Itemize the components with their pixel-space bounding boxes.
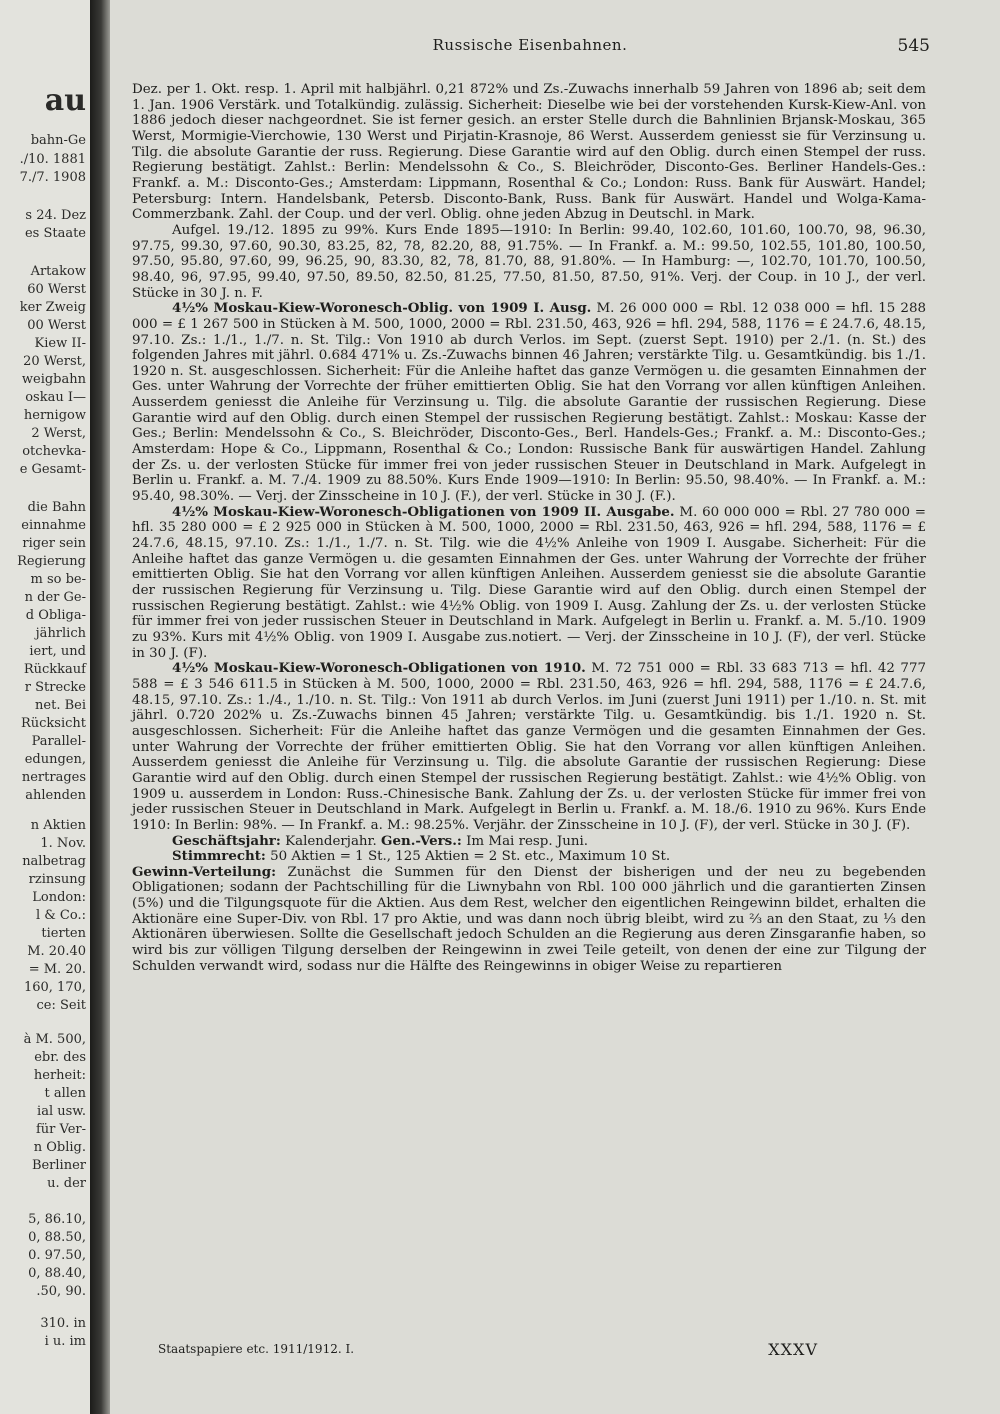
- page-footer: [158, 1340, 818, 1360]
- paragraph-text: M. 72 751 000 = Rbl. 33 683 713 = hfl. 42 777 588 = £ 3 546 611.5 in Stücken à M. 500, 1000, 2000 = Rbl. 231.50, 463, 926 = hfl. 294, 588, 1176 = £ 24.7.6, 48.15, 97.10. Zs.: 1./4., 1./10. n. St. Tilg.: Von 1911 ab durch Verlos. im Juni (zuerst Juni 1911) per 1./10. n. St. mit jährl. 0.720 202% u. Zs.-Zuwachs binnen 45 Jahren; verstärkte Tilg. u. Gesamtkündig. bis 1./1. 1920 n. St. ausgeschlossen. Sicherheit: Für die Anleihe haftet das ganze Vermögen und die gesamten Einnahmen der Ges. unter Wahrung der Vorrechte der früher emittierten Oblig. Sie hat den Vorrang vor allen künftigen Anleihen. Ausserdem geniesst die Anleihe für Verzinsung u. Tilg. die absolute Garantie der russischen Regierung: Diese Garantie wird auf den Oblig. durch einen Stempel der russischen Regierung bestätigt. Zahlst.: wie 4½% Oblig. von 1909 u. ausserdem in London: Russ.-Chinesische Bank. Zahlung der Zs. u. der verlosten Stücke für immer frei von jeder russischen Steuer in Deutschland in Mark. Aufgelegt in Berlin u. Frankf. a. M. 18./6. 1910 zu 96%. Kurs Ende 1910: In Berlin: 98%. — In Frankf. a. M.: 98.25%. Verjähr. der Zinsscheine in 10 J. (F), der verl. Stücke in 30 J. (F).: [132, 661, 926, 833]
- fact-label: Geschäftsjahr:: [172, 832, 281, 849]
- section-title: 4½% Moskau-Kiew-Woronesch-Obligationen von 1909 II. Ausgabe.: [172, 503, 675, 520]
- section-title: 4½% Moskau-Kiew-Woronesch-Obligationen von 1910.: [172, 660, 586, 677]
- fact-value: Kalenderjahr.: [285, 833, 377, 849]
- previous-page-fragment: au: [44, 83, 86, 118]
- previous-page-fragment: riger sein: [22, 536, 86, 551]
- previous-page-fragment: à M. 500,: [23, 1032, 86, 1047]
- fact-value: 50 Aktien = 1 St., 125 Aktien = 2 St. etc., Maximum 10 St.: [270, 849, 671, 865]
- previous-page-fragment: ahlenden: [25, 788, 86, 803]
- paragraph-bond-1909-i: [132, 301, 926, 505]
- previous-page-fragment: 310. in: [40, 1316, 86, 1331]
- previous-page-fragment: r Strecke: [24, 680, 86, 695]
- previous-page-fragment: n Aktien: [30, 818, 86, 833]
- previous-page-fragment: 0, 88.40,: [28, 1266, 86, 1281]
- previous-page-fragment: .50, 90.: [36, 1284, 86, 1299]
- fact-line-stimmrecht: [132, 849, 926, 865]
- previous-page-fragment: d Obliga-: [25, 608, 86, 623]
- previous-page-fragment: edungen,: [24, 752, 86, 767]
- footer-signature: Staatspapiere etc. 1911/1912. I.: [158, 1342, 355, 1356]
- previous-page-fragment: bahn-Ge: [30, 133, 86, 148]
- running-title: Russische Eisenbahnen.: [432, 36, 628, 54]
- previous-page-fragment: ebr. des: [34, 1050, 86, 1065]
- previous-page-fragment: Kiew II-: [34, 336, 86, 351]
- previous-page-fragment: nertrages: [21, 770, 86, 785]
- previous-page-fragment: einnahme: [21, 518, 86, 533]
- previous-page-fragment: 160, 170,: [23, 980, 86, 995]
- previous-page-fragment: 1. Nov.: [40, 836, 86, 851]
- previous-page-fragment: u. der: [47, 1176, 86, 1191]
- paragraph-text: M. 60 000 000 = Rbl. 27 780 000 = hfl. 35 280 000 = £ 2 925 000 in Stücken à M. 500, 1000, 2000 = Rbl. 231.50, 463, 926 = hfl. 294, 588, 1176 = £ 24.7.6, 48.15, 97.10. Zs.: 1./1., 1./7. n. St. Tilg. wie die 4½% Anleihe von 1909 I. Ausgabe. Sicherheit: Für die Anleihe haftet das ganze Vermögen u. die gesamten Einnahmen der Ges. unter Wahrung der Vorrechte der früher emittierten Oblig. Sie hat den Vorrang vor allen künftigen Anleihen. Ausserdem geniesst sie die absolute Garantie der russischen Regierung für Verzinsung u. Tilg. Diese Garantie wird auf den Oblig. durch einen Stempel der russischen Regierung bestätigt. Zahlst.: wie 4½% Oblig. von 1909 I. Ausg. Zahlung der Zs. u. der verlosten Stücke für immer frei von jeder russischen Steuer in Deutschland in Mark. Aufgelegt in Berlin u. Frankf. a. M. 5./10. 1909 zu 93%. Kurs mit 4½% Oblig. von 1909 I. Ausgabe zus.notiert. — Verj. der Zinsscheine in 10 J. (F), der verl. Stücke in 30 J. (F).: [132, 504, 926, 661]
- previous-page-fragment: 00 Werst: [27, 318, 86, 333]
- previous-page-fragment: Berliner: [31, 1158, 86, 1173]
- previous-page-fragment: rzinsung: [28, 872, 86, 887]
- previous-page-fragment: ker Zweig: [19, 300, 86, 315]
- previous-page-fragment: Artakow: [30, 264, 86, 279]
- previous-page-fragment: jährlich: [35, 626, 86, 641]
- previous-page-fragment: Parallel-: [31, 734, 86, 749]
- section-title: 4½% Moskau-Kiew-Woronesch-Oblig. von 1909 I. Ausg.: [172, 300, 592, 317]
- sheet-number: XXXV: [768, 1340, 818, 1359]
- previous-page-fragment: l & Co.:: [35, 908, 86, 923]
- paragraph-text: Dez. per 1. Okt. resp. 1. April mit halbjährl. 0,21 872% und Zs.-Zuwachs innerhalb 59 Jahren von 1896 ab; seit dem 1. Jan. 1906 Verstärk. und Totalkündig. zulässig. Sicherheit: Dieselbe wie bei der vorstehenden Kursk-Kiew-Anl. von 1886 jedoch dieser nachgeordnet. Sie ist ferner gesich. an erster Stelle durch die Bahnlinien Brjansk-Moskau, 365 Werst, Mormigie-Vierchowie, 130 Werst und Pirjatin-Krasnoje, 86 Werst. Ausserdem geniesst sie für Verzinsung u. Tilg. die absolute Garantie der russ. Regierung. Diese Garantie wird auf den Oblig. durch einen Stempel der russ. Regierung bestätigt. Zahlst.: Berlin: Mendelssohn & Co., S. Bleichröder, Disconto-Ges. Berliner Handels-Ges.: Frankf. a. M.: Disconto-Ges.; Amsterdam: Lippmann, Rosenthal & Co.; London: Russ. Bank für Auswärt. Handel; Petersburg: Intern. Handelsbank, Petersb. Disconto-Bank, Russ. Bank für Auswärt. Handel und Wolga-Kama-Commerzbank. Zahl. der Coup. und der verl. Oblig. ohne jeden Abzug in Deutschl. in Mark.: [132, 82, 926, 223]
- previous-page-fragment: i u. im: [44, 1334, 86, 1349]
- previous-page-fragment: otchevka-: [22, 444, 86, 459]
- section-label: Gewinn-Verteilung:: [132, 863, 277, 880]
- previous-page-fragment: für Ver-: [35, 1122, 86, 1137]
- page-header: [130, 36, 930, 60]
- fact-label: Stimmrecht:: [172, 848, 266, 865]
- binding-gutter: [90, 0, 110, 1414]
- previous-page-fragment: weigbahn: [21, 372, 86, 387]
- fact-value: Im Mai resp. Juni.: [466, 833, 589, 849]
- previous-page-fragment: s 24. Dez: [25, 208, 86, 223]
- previous-page-strip: [0, 0, 90, 1414]
- previous-page-fragment: ial usw.: [37, 1104, 86, 1119]
- previous-page-fragment: 5, 86.10,: [28, 1212, 86, 1227]
- previous-page-fragment: Rücksicht: [20, 716, 86, 731]
- previous-page-fragment: ./10. 1881: [19, 152, 86, 167]
- previous-page-fragment: hernigow: [23, 408, 86, 423]
- main-text: [132, 82, 926, 974]
- previous-page-fragment: iert, und: [29, 644, 86, 659]
- paragraph-text: Aufgel. 19./12. 1895 zu 99%. Kurs Ende 1895—1910: In Berlin: 99.40, 102.60, 101.60, 100.70, 98, 96.30, 97.75, 99.30, 97.60, 90.30, 83.25, 82, 78, 82.20, 88, 91.75%. — In Frankf. a. M.: 99.50, 102.55, 101.80, 100.50, 97.50, 95.80, 97.60, 99, 96.25, 90, 83.30, 82, 78, 81.70, 88, 91.80%. — In Hamburg: —, 102.70, 101.70, 100.50, 98.40, 96, 97.95, 99.40, 97.50, 89.50, 82.50, 81.25, 77.50, 81.50, 87.50, 91%. Verj. der Coup. in 10 J., der verl. Stücke in 30 J. n. F.: [132, 222, 926, 301]
- previous-page-fragment: = M. 20.: [28, 962, 86, 977]
- fact-label: Gen.-Vers.:: [381, 832, 462, 849]
- paragraph-quotations: [132, 223, 926, 301]
- page-number: 545: [897, 36, 930, 56]
- previous-page-fragment: net. Bei: [35, 698, 86, 713]
- fact-line-geschaeftsjahr: [132, 834, 926, 850]
- previous-page-fragment: t allen: [44, 1086, 86, 1101]
- previous-page-fragment: nalbetrag: [22, 854, 86, 869]
- previous-page-fragment: m so be-: [30, 572, 86, 587]
- previous-page-fragment: 0. 97.50,: [28, 1248, 86, 1263]
- previous-page-fragment: tierten: [41, 926, 86, 941]
- previous-page-fragment: Regierung: [17, 554, 86, 569]
- previous-page-fragment: es Staate: [24, 226, 86, 241]
- previous-page-fragment: Rückkauf: [23, 662, 86, 677]
- previous-page-fragment: 7./7. 1908: [19, 170, 86, 185]
- previous-page-fragment: oskau I—: [25, 390, 86, 405]
- previous-page-fragment: n Oblig.: [33, 1140, 86, 1155]
- paragraph-bond-1909-ii: [132, 505, 926, 662]
- previous-page-fragment: herheit:: [33, 1068, 86, 1083]
- previous-page-fragment: 2 Werst,: [31, 426, 86, 441]
- paragraph-text: Zunächst die Summen für den Dienst der bisherigen und der neu zu begebenden Obligationen; sodann der Pachtschilling für die Liwnybahn von Rbl. 100 000 jährlich und die garantierten Zinsen (5%) und die Tilgungsquote für die Aktien. Aus dem Rest, welcher den eigentlichen Reingewinn bildet, erhalten die Aktionäre eine Super-Div. von Rbl. 17 pro Aktie, und was dann noch übrig bleibt, wird zu ⅔ an den Staat, zu ⅓ den Aktionären überwiesen. Sollte die Gesellschaft jedoch Schulden an die Regierung aus deren Zinsgaranfie haben, so wird bis zur völligen Tilgung derselben der Reingewinn in zwei Teile geteilt, von denen der eine zur Tilgung der Schulden verwandt wird, sodass nur die Hälfte des Reingewinns in obiger Weise zu repartieren: [132, 864, 926, 974]
- previous-page-fragment: 20 Werst,: [23, 354, 86, 369]
- paragraph-text: M. 26 000 000 = Rbl. 12 038 000 = hfl. 15 288 000 = £ 1 267 500 in Stücken à M. 500, 1000, 2000 = Rbl. 231.50, 463, 926 = hfl. 294, 588, 1176 = £ 24.7.6, 48.15, 97.10. Zs.: 1./1., 1./7. n. St. Tilg.: Von 1910 ab durch Verlos. im Sept. (zuerst Sept. 1910) per 2./1. (n. St.) des folgenden Jahres mit jährl. 0.684 471% u. Zs.-Zuwachs binnen 46 Jahren; verstärkte Tilg. u. Gesamtkündig. bis 1./1. 1920 n. St. ausgeschlossen. Sicherheit: Für die Anleihe haftet das ganze Vermögen u. die gesamten Einnahmen der Ges. unter Wahrung der Vorrechte der früher emittierten Oblig. Sie hat den Vorrang vor allen künftigen Anleihen. Ausserdem geniesst die Anleihe für Verzinsung u. Tilg. die absolute Garantie der russischen Regierung. Diese Garantie wird auf den Oblig. durch einen Stempel der russischen Regierung bestätigt. Zahlst.: Moskau: Kasse der Ges.; Berlin: Mendelssohn & Co., S. Bleichröder, Disconto-Ges., Berl. Handels-Ges.; Frankf. a. M.: Disconto-Ges.; Amsterdam: Hope & Co., Lippmann, Rosenthal & Co.; London: Russische Bank für auswärtigen Handel. Zahlung der Zs. u. der verlosten Stücke für immer frei von jeder russischen Steuer in Deutschland in Mark. Aufgelegt in Berlin u. Frankf. a. M. 7./4. 1909 zu 88.50%. Kurs Ende 1909—1910: In Berlin: 95.50, 98.40%. — In Frankf. a. M.: 95.40, 98.30%. — Verj. der Zinsscheine in 10 J. (F.), der verl. Stücke in 30 J. (F.).: [132, 301, 926, 505]
- previous-page-fragment: London:: [32, 890, 86, 905]
- previous-page-fragment: ce: Seit: [36, 998, 86, 1013]
- previous-page-fragment: n der Ge-: [24, 590, 86, 605]
- previous-page-fragment: 60 Werst: [27, 282, 86, 297]
- previous-page-fragment: M. 20.40: [27, 944, 86, 959]
- paragraph-bond-1910: [132, 661, 926, 833]
- paragraph-gewinn-verteilung: [132, 865, 926, 975]
- previous-page-fragment: 0, 88.50,: [28, 1230, 86, 1245]
- previous-page-fragment: e Gesamt-: [19, 462, 86, 477]
- previous-page-fragment: die Bahn: [27, 500, 86, 515]
- paragraph-continuation: [132, 82, 926, 223]
